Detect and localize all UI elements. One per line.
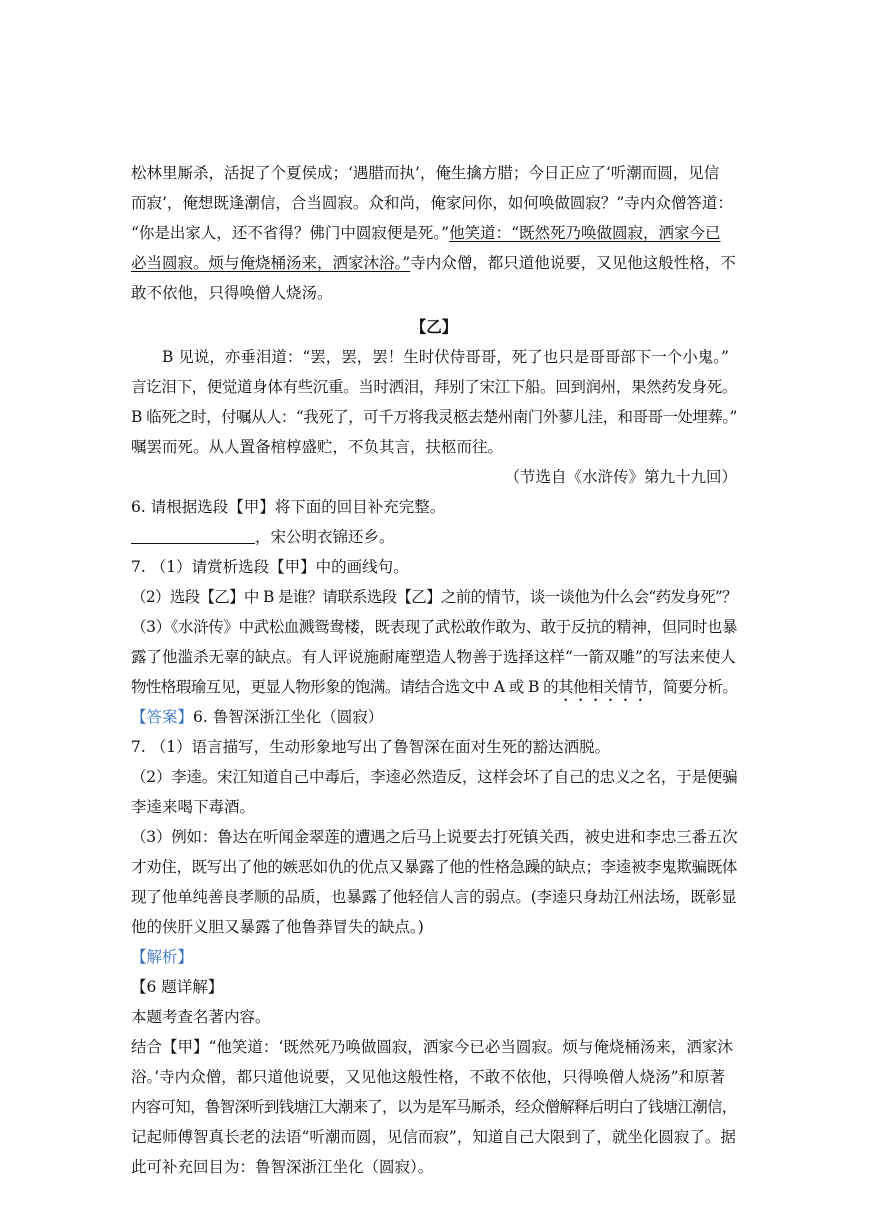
passage-jia-line-2: 而寂’，俺想既逢潮信，合当圆寂。众和尚，俺家问你，如何唤做圆寂？”寺内众僧答道： <box>131 194 733 212</box>
passage-jia-line-4 <box>131 248 737 278</box>
question-text: 物性格瑕瑜互见，更显人物形象的饱满。请结合选文中 A 或 B 的 <box>131 678 559 696</box>
analysis-line-5: 记起师傅智真长老的法语“听潮而圆，见信而寂”，知道自己大限到了，就坐化圆寂了。据 <box>131 1128 736 1146</box>
answer-7-1: 7. （1）语言描写，生动形象地写出了鲁智深在面对生死的豁达洒脱。 <box>131 738 611 756</box>
answer-7-3-line-1: （3）例如：鲁达在听闻金翠莲的遭遇之后马上说要去打死镇关西，被史进和李忠三番五次 <box>131 828 738 846</box>
question-7-3-line-1: （3）《水浒传》中武松血溅鸳鸯楼，既表现了武松敢作敢为、敢于反抗的精神，但同时也暴 <box>131 618 738 636</box>
passage-jia-line-3 <box>131 218 737 248</box>
analysis-line-4: 内容可知，鲁智深听到钱塘江大潮来了，以为是军马厮杀，经众僧解释后明白了钱塘江潮信， <box>131 1098 737 1116</box>
answer-7-3-line-2: 才劝住，既写出了他的嫉恶如仇的优点又暴露了他的性格急躁的缺点；李逵被李鬼欺骗既体 <box>131 858 738 876</box>
analysis-line-1: 本题考查名著内容。 <box>131 1008 271 1026</box>
question-7-3-line-3 <box>131 672 737 705</box>
passage-text: 寺内众僧，都只道他说要，又见他这般性格，不 <box>410 254 736 272</box>
underlined-sentence: 他笑道：“既然死乃唤做圆寂，洒家今已 <box>449 224 721 242</box>
passage-yi-line-3: B 临死之时，付嘱从人：“我死了，可千万将我灵柩去楚州南门外蓼儿洼，和哥哥一处埋葬。” <box>131 408 737 426</box>
question-7-3-line-2: 露了他滥杀无辜的缺点。有人评说施耐庵塑造人物善于选择这样“一箭双雕”的写法来使人 <box>131 648 736 666</box>
passage-yi-line-4: 嘱罢而死。从人置备棺椁盛贮，不负其言，扶柩而往。 <box>131 438 504 456</box>
question-text: ，简要分析。 <box>647 678 738 696</box>
passage-jia-line-5: 敢不依他，只得唤僧人烧汤。 <box>131 284 333 302</box>
underlined-sentence: 必当圆寂。烦与俺烧桶汤来，洒家沐浴。” <box>131 254 411 272</box>
answer-label: 【答案】 <box>131 708 194 726</box>
section-heading-yi: 【乙】 <box>410 317 458 336</box>
passage-text: “你是出家人，还不省得？佛门中圆寂便是死。” <box>131 224 450 242</box>
passage-yi-line-2: 言讫泪下，便觉道身体有些沉重。当时洒泪，拜别了宋江下船。回到润州，果然药发身死。 <box>131 378 738 396</box>
analysis-line-6: 此可补充回目为：鲁智深浙江坐化（圆寂）。 <box>131 1158 434 1176</box>
answer-6: 6. 鲁智深浙江坐化（圆寂） <box>193 708 384 726</box>
answer-7-3-line-4: 他的侠肝义胆又暴露了他鲁莽冒失的缺点。) <box>131 918 424 936</box>
answer-7-2-line-1: （2）李逵。宋江知道自己中毒后，李逵必然造反，这样会坏了自己的忠义之名，于是便骗 <box>131 768 738 786</box>
answer-line-6 <box>131 702 737 732</box>
question-6-tail: ，宋公明衣锦还乡。 <box>255 528 395 546</box>
question-6: 6. 请根据选段【甲】将下面的回目补充完整。 <box>131 498 446 516</box>
question-7-2: （2）选段【乙】中 B 是谁？请联系选段【乙】之前的情节，谈一谈他为什么会“药发身死”？ <box>131 588 737 606</box>
analysis-label: 【解析】 <box>131 948 194 966</box>
passage-jia-line-1: 松林里厮杀，活捉了个夏侯成；‘遇腊而执’，俺生擒方腊；今日正应了‘听潮而圆，见信 <box>131 164 720 182</box>
answer-7-2-line-2: 李逵来喝下毒酒。 <box>131 798 256 816</box>
question-6-blank-line <box>131 522 737 552</box>
question-7-1: 7. （1）请赏析选段【甲】中的画线句。 <box>131 558 409 576</box>
passage-yi-line-1: B 见说，亦垂泪道：“罢，罢，罢！生时伏侍哥哥，死了也只是哥哥部下一个小鬼。” <box>162 348 729 366</box>
emphasis-dotted-text: 其他相关情节 <box>558 678 648 696</box>
analysis-line-3: 浴。’寺内众僧，都只道他说要，又见他这般性格，不敢不依他，只得唤僧人烧汤”和原著 <box>131 1068 726 1086</box>
analysis-line-2: 结合【甲】“他笑道：‘既然死乃唤做圆寂，洒家今已必当圆寂。烦与俺烧桶汤来，洒家沐 <box>131 1038 733 1056</box>
answer-7-3-line-3: 现了他单纯善良孝顺的品质，也暴露了他轻信人言的弱点。(李逵只身劫江州法场，既彰显 <box>131 888 737 906</box>
analysis-heading: 【6 题详解】 <box>131 978 224 996</box>
source-note: （节选自《水浒传》第九十九回） <box>504 468 737 486</box>
answer-blank <box>131 525 255 544</box>
